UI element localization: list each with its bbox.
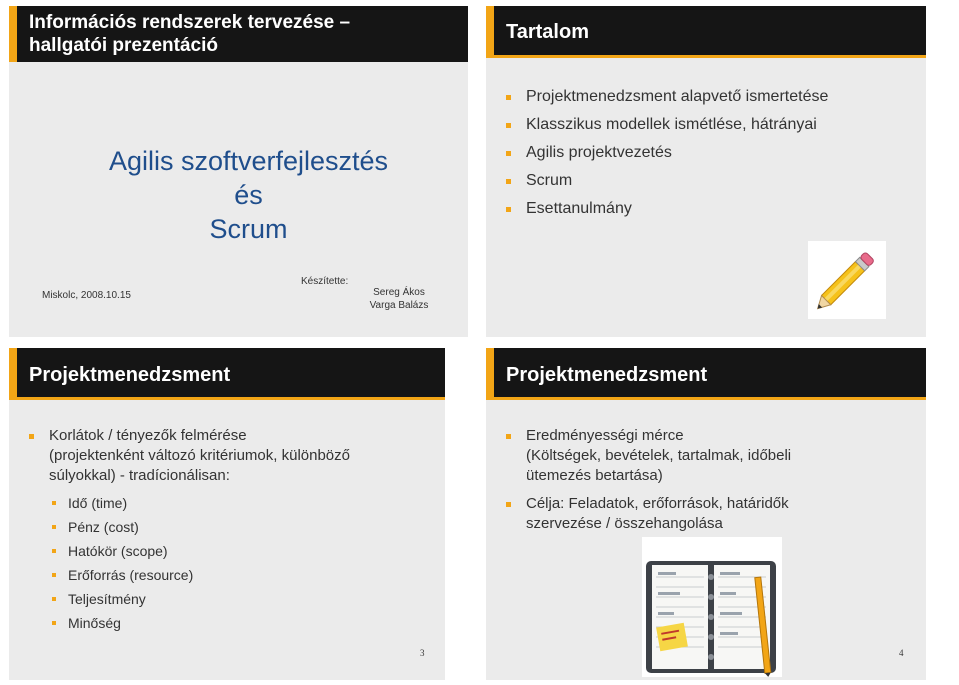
slide-4-title: Projektmenedzsment [506, 364, 708, 386]
slide-1 [9, 6, 468, 337]
slide-2-title: Tartalom [506, 21, 589, 43]
pencil-icon [808, 241, 886, 319]
slide-1-header [9, 6, 468, 62]
header-underline [486, 55, 926, 58]
planner-notebook-graphic [642, 537, 782, 677]
sub-list-item: Minőség [52, 611, 193, 635]
presentation-title: Agilis szoftverfejlesztés és Scrum [108, 146, 389, 244]
header-accent [9, 6, 17, 62]
slide-4 [486, 348, 926, 680]
list-item: Scrum [506, 167, 828, 195]
header-accent [9, 348, 17, 400]
sub-list-item: Hatókör (scope) [52, 539, 193, 563]
list-item: Célja: Feladatok, erőforrások, határidők szervezése / összehangolása [506, 494, 791, 534]
sub-list-item: Teljesítmény [52, 587, 193, 611]
main-bullet-list [506, 426, 791, 534]
slide-4-header [486, 348, 926, 400]
slide-3-header [9, 348, 445, 400]
page-number: 3 [420, 648, 425, 658]
list-item: Eredményességi mérce (Költségek, bevételek, tartalmak, időbeli ütemezés betartása) [506, 426, 791, 486]
sub-bullet-list [52, 491, 193, 635]
authors [339, 286, 459, 312]
slide-1-header-title: Információs rendszerek tervezése – hallgatói prezentáció [29, 12, 351, 56]
slide-2-header [486, 6, 926, 58]
author-name: Sereg Ákos [373, 287, 425, 298]
main-bullet-list [29, 426, 350, 486]
slide-2 [486, 6, 926, 337]
list-item: Korlátok / tényezők felmérése (projektenként változó kritériumok, különböző súlyokkal) - tradícionálisan: [29, 426, 350, 486]
list-item: Esettanulmány [506, 195, 828, 223]
planner-notebook-icon [642, 537, 782, 677]
pencil-icon-graphic [808, 241, 886, 319]
sub-list-item: Idő (time) [52, 491, 193, 515]
list-item: Agilis projektvezetés [506, 139, 828, 167]
header-underline [486, 397, 926, 400]
contents-list [506, 83, 828, 223]
place-date: Miskolc, 2008.10.15 [42, 290, 131, 301]
slide-3-title: Projektmenedzsment [29, 364, 231, 386]
prepared-by-label: Készítette: [301, 276, 349, 287]
slide-3 [9, 348, 445, 680]
header-underline [9, 397, 445, 400]
page-number: 4 [899, 648, 904, 658]
author-name: Varga Balázs [369, 300, 429, 311]
header-accent [486, 6, 494, 58]
sub-list-item: Erőforrás (resource) [52, 563, 193, 587]
sub-list-item: Pénz (cost) [52, 515, 193, 539]
list-item: Klasszikus modellek ismétlése, hátrányai [506, 111, 828, 139]
header-accent [486, 348, 494, 400]
list-item: Projektmenedzsment alapvető ismertetése [506, 83, 828, 111]
